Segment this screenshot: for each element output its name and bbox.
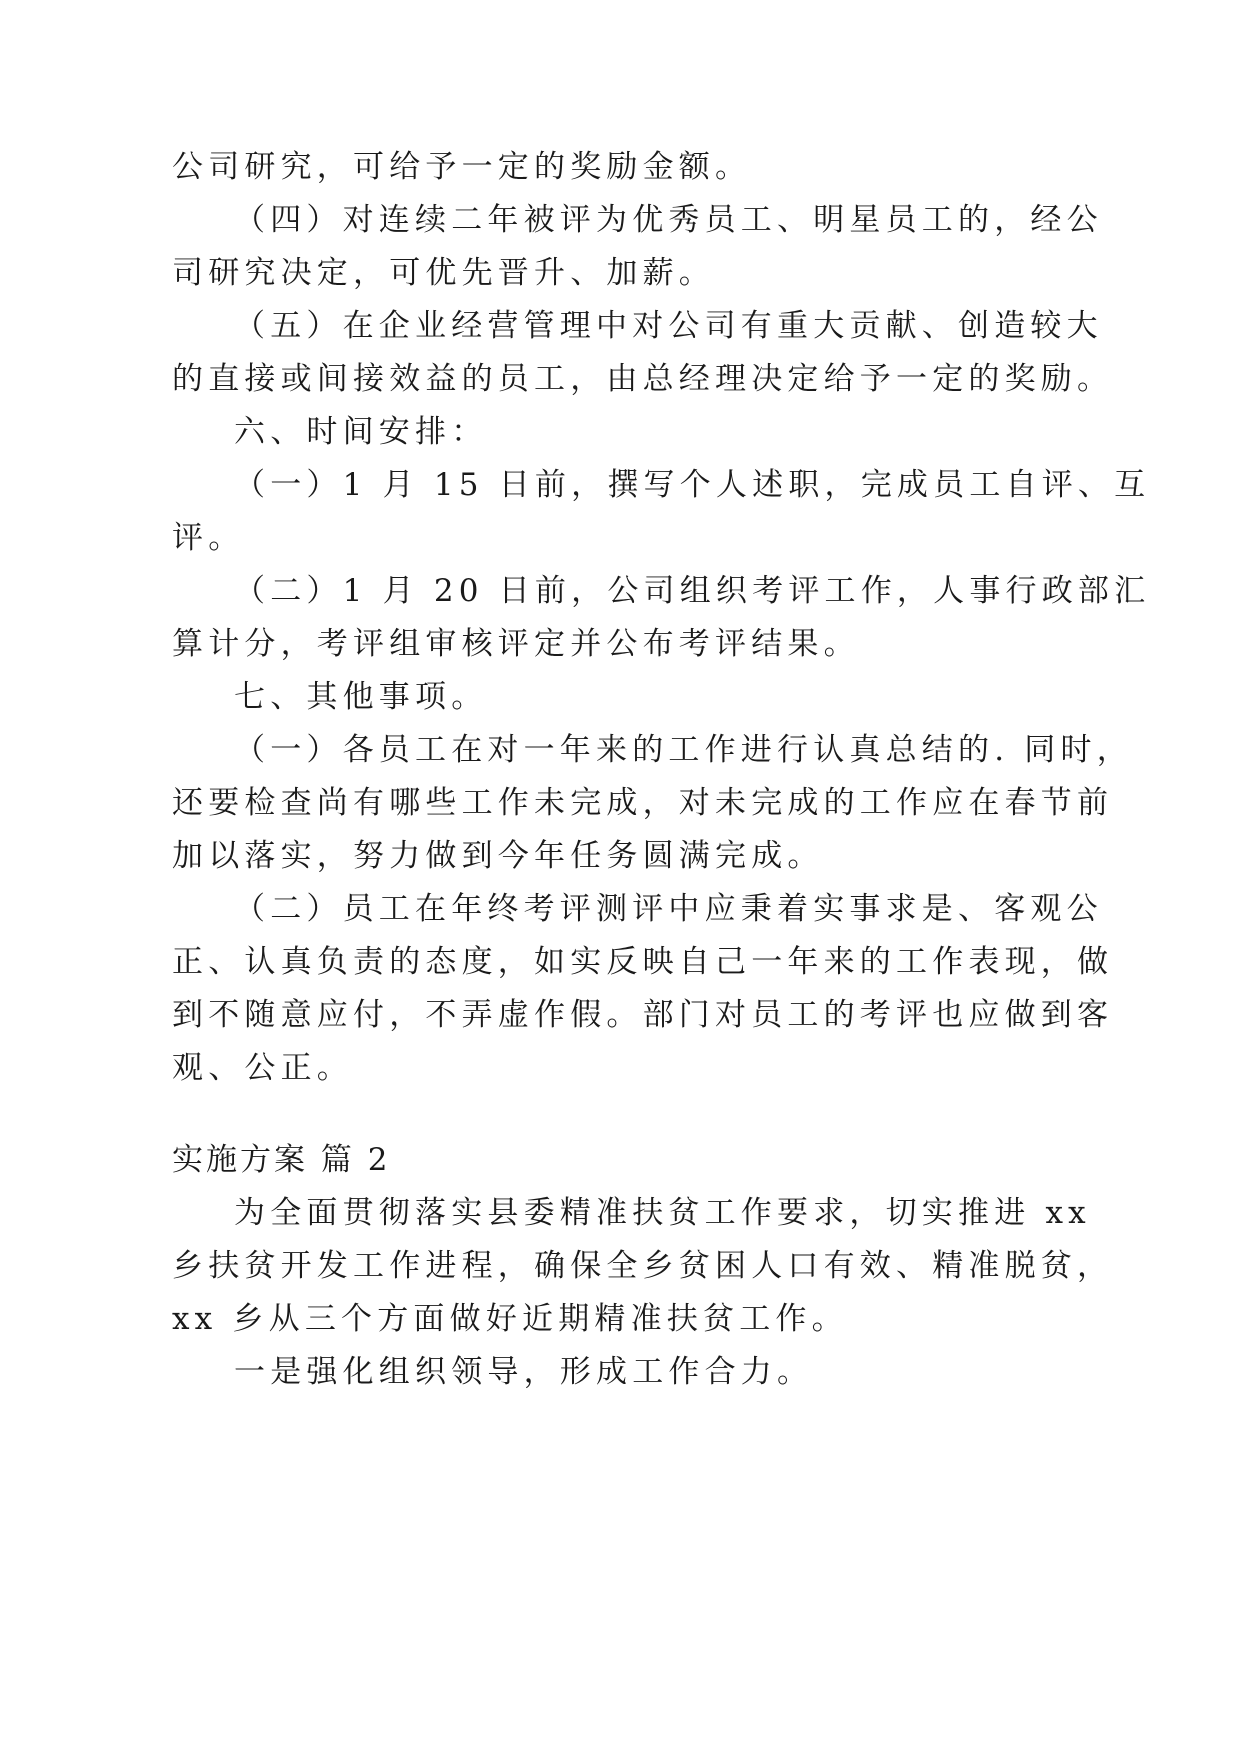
text-line: 算计分，考评组审核评定并公布考评结果。 — [172, 626, 860, 662]
text-line: 的直接或间接效益的员工，由总经理决定给予一定的奖励。 — [172, 361, 1114, 397]
section-heading: 七、其他事项。 — [234, 679, 488, 715]
text-line: （二）1 月 20 日前，公司组织考评工作，人事行政部汇 — [234, 573, 1151, 609]
text-line: 评。 — [172, 520, 245, 556]
text-line: （四）对连续二年被评为优秀员工、明星员工的，经公 — [234, 202, 1103, 238]
text-line: 到不随意应付，不弄虚作假。部门对员工的考评也应做到客 — [172, 997, 1114, 1033]
text-line: 为全面贯彻落实县委精准扶贫工作要求，切实推进 xx — [234, 1195, 1091, 1231]
section-title: 实施方案 篇 2 — [172, 1142, 391, 1178]
text-line: （五）在企业经营管理中对公司有重大贡献、创造较大 — [234, 308, 1103, 344]
text-line: 观、公正。 — [172, 1050, 353, 1086]
text-line: 加以落实，努力做到今年任务圆满完成。 — [172, 838, 824, 874]
text-line: 司研究决定，可优先晋升、加薪。 — [172, 255, 715, 291]
text-line: xx 乡从三个方面做好近期精准扶贫工作。 — [172, 1301, 848, 1337]
section-heading: 六、时间安排： — [234, 414, 488, 450]
text-line: （一）各员工在对一年来的工作进行认真总结的. 同时， — [234, 732, 1133, 768]
text-line: 公司研究，可给予一定的奖励金额。 — [172, 149, 752, 185]
text-line: 一是强化组织领导，形成工作合力。 — [234, 1354, 814, 1390]
text-line: （一）1 月 15 日前，撰写个人述职，完成员工自评、互 — [234, 467, 1151, 503]
text-line: 乡扶贫开发工作进程，确保全乡贫困人口有效、精准脱贫， — [172, 1248, 1114, 1284]
text-line: 还要检查尚有哪些工作未完成，对未完成的工作应在春节前 — [172, 785, 1114, 821]
text-line: （二）员工在年终考评测评中应秉着实事求是、客观公 — [234, 891, 1103, 927]
text-line: 正、认真负责的态度，如实反映自己一年来的工作表现，做 — [172, 944, 1114, 980]
